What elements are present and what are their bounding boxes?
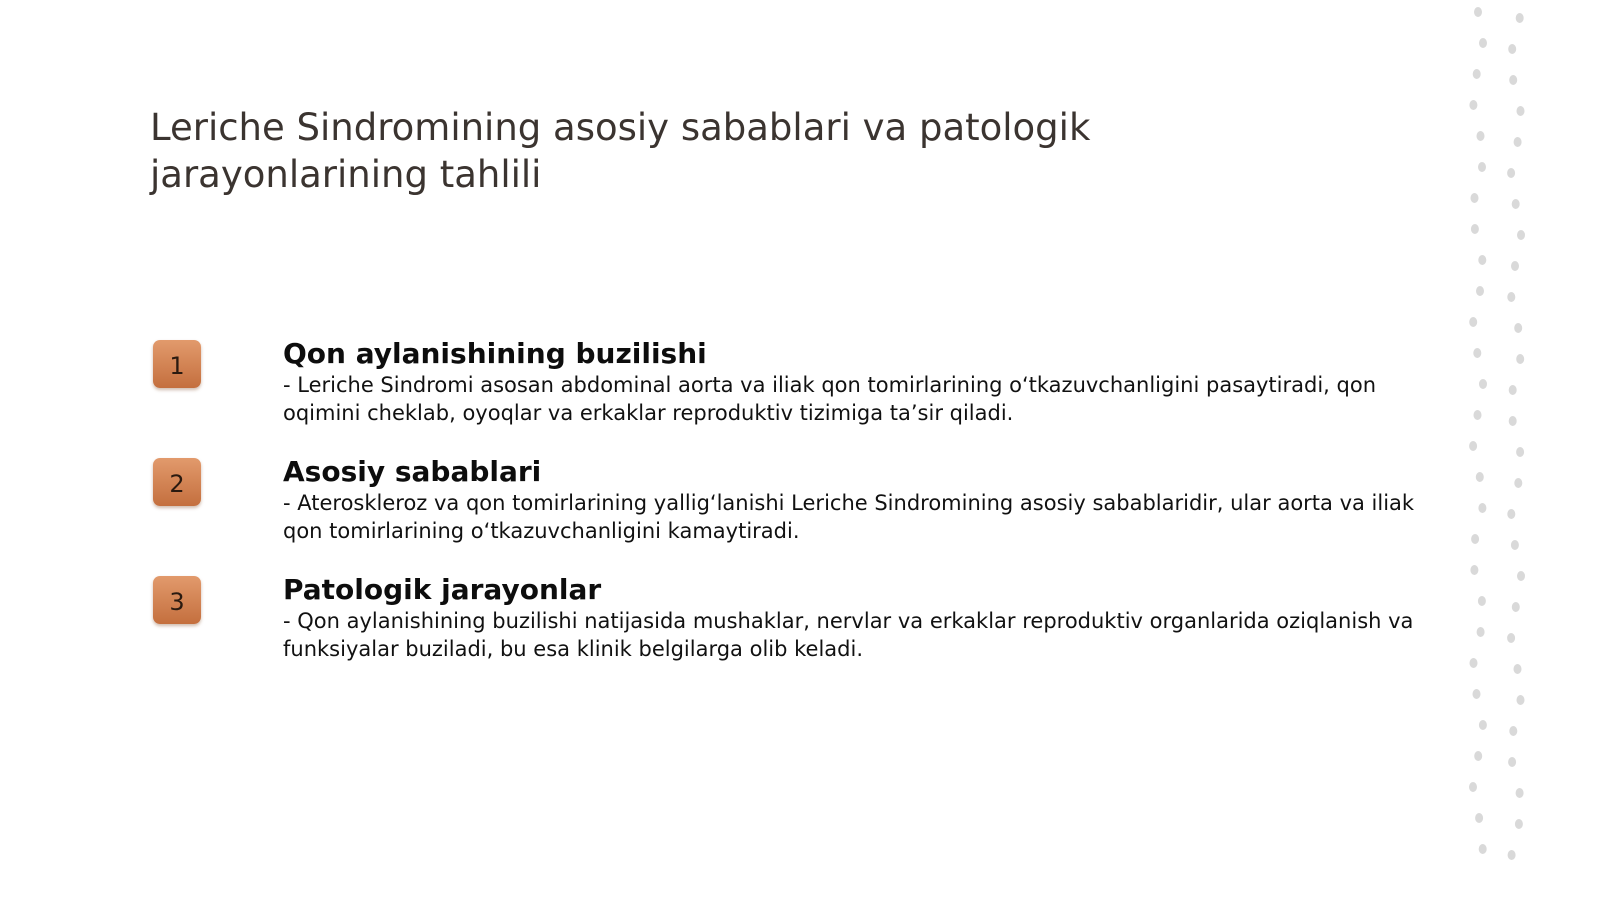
decorative-dot [1474,410,1482,420]
decorative-dot [1469,782,1477,792]
decorative-dot [1476,472,1484,482]
decorative-dot [1474,751,1482,761]
decorative-dot [1478,503,1486,513]
decorative-dot [1470,565,1478,575]
decorative-dot [1515,819,1523,829]
decorative-dot [1507,633,1515,643]
decorative-dot [1517,106,1525,116]
item-heading: Qon aylanishining buzilishi [283,337,707,370]
decorative-dot [1478,255,1486,265]
decorative-dot [1507,168,1515,178]
decorative-dot [1470,658,1478,668]
decorative-dot [1479,379,1487,389]
decorative-dot [1479,38,1487,48]
decorative-dot [1471,193,1479,203]
item-text [283,337,1418,427]
decorative-dot [1507,509,1515,519]
decorative-dot [1514,664,1522,674]
item-body: - Ateroskleroz va qon tomirlarining yallig‘lanishi Leriche Sindromining asosiy sabablaridir, ular aorta va iliak qon tomirlarining o‘tkazuvchanligini kamaytiradi. [283,491,1415,543]
decorative-dot [1471,224,1479,234]
decorative-dot [1477,627,1485,637]
decorative-dot [1511,540,1519,550]
decorative-dot [1507,292,1515,302]
decorative-dot [1516,447,1524,457]
decorative-dot [1478,162,1486,172]
decorative-dot [1475,813,1483,823]
decorative-dot [1514,323,1522,333]
decorative-dot [1473,348,1481,358]
item-body: - Leriche Sindromi asosan abdominal aorta va iliak qon tomirlarining o‘tkazuvchanligini pasaytiradi, qon oqimini cheklab, oyoqlar va erkaklar reproduktiv tizimiga ta’sir qiladi. [283,373,1377,425]
decorative-dot [1509,385,1517,395]
item-body: - Qon aylanishining buzilishi natijasida mushaklar, nervlar va erkaklar reproduktiv organlarida oziqlanish va funksiyalar buziladi, bu esa klinik belgilarga olib keladi. [283,609,1414,661]
decorative-dot [1479,720,1487,730]
decorative-dot [1517,695,1525,705]
number-badge: 2 [153,458,201,506]
decorative-dot [1512,199,1520,209]
decorative-dot [1516,13,1524,23]
decorative-dot [1509,726,1517,736]
slide-title: Leriche Sindromining asosiy sabablari va patologik jarayonlarining tahlili [150,106,1091,196]
decorative-dot [1469,100,1477,110]
decorative-dot [1469,441,1477,451]
number-badge: 1 [153,340,201,388]
decorative-dot [1473,689,1481,699]
decorative-dot [1476,286,1484,296]
decorative-dot [1509,75,1517,85]
decorative-dot [1474,7,1482,17]
item-text [283,573,1418,663]
decorative-dot [1517,571,1525,581]
decorative-dot [1512,602,1520,612]
decorative-dot [1473,69,1481,79]
decorative-dot [1478,596,1486,606]
decorative-dot [1508,44,1516,54]
decorative-dot [1516,354,1524,364]
decorative-dot [1517,230,1525,240]
number-badge: 3 [153,576,201,624]
decorative-dot [1508,757,1516,767]
decorative-dot [1479,844,1487,854]
decorative-dot [1516,788,1524,798]
item-heading: Asosiy sabablari [283,455,542,488]
decorative-dot [1477,131,1485,141]
decorative-dot [1469,317,1477,327]
decorative-dot [1508,850,1516,860]
decorative-dot [1514,137,1522,147]
decorative-dots [1460,0,1540,899]
decorative-dot [1509,416,1517,426]
decorative-dot [1471,534,1479,544]
decorative-dot [1514,478,1522,488]
item-text [283,455,1418,545]
item-heading: Patologik jarayonlar [283,573,602,606]
decorative-dot [1511,261,1519,271]
